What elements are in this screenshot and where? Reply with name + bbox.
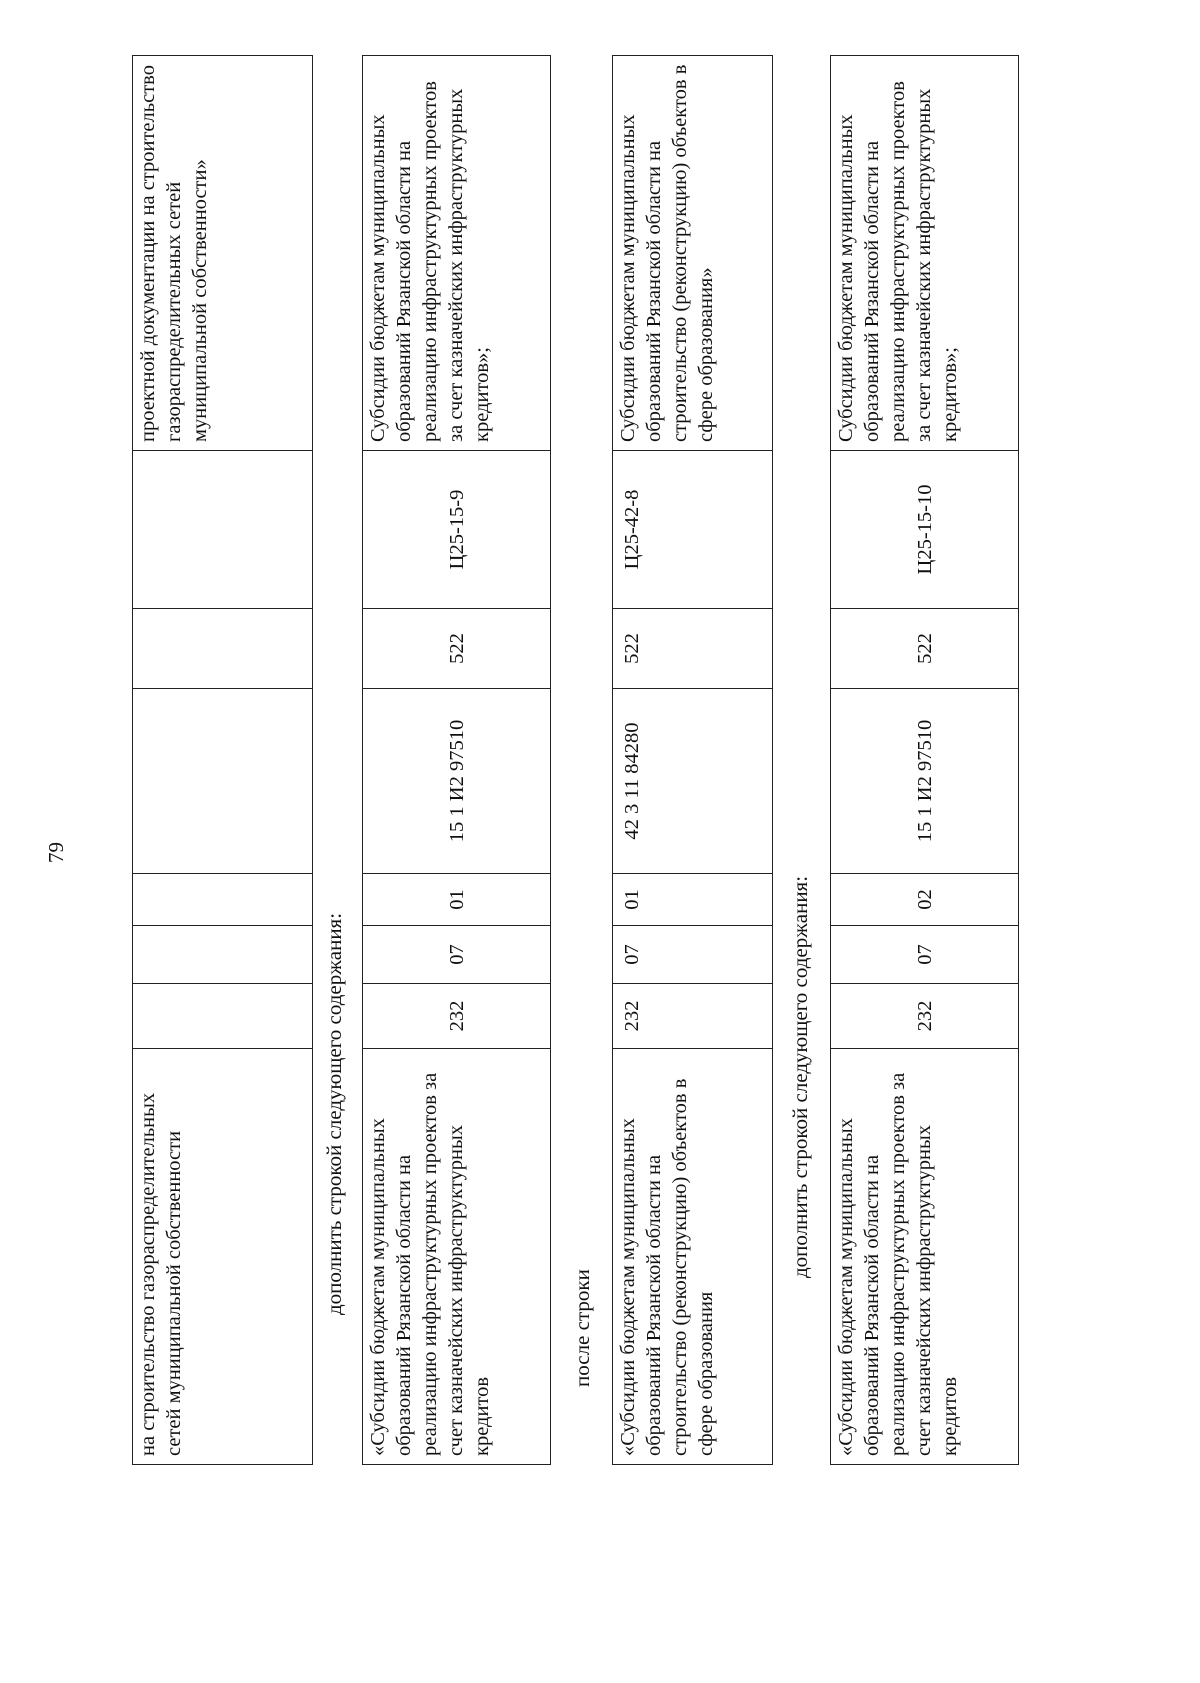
section-code-cell: 07	[363, 926, 551, 984]
budget-table-1	[132, 55, 313, 1465]
subsection-code-cell: 02	[831, 874, 1019, 926]
expense-name-cell: «Субсидии бюджетам муниципальных образований Рязанской области на реализацию инфраструктурных проектов за счет казначейских инфраструктурных кредитов	[363, 1049, 551, 1465]
table-row	[613, 56, 773, 1465]
target-article-cell: 42 3 11 84280	[613, 689, 773, 874]
expense-name-cell: «Субсидии бюджетам муниципальных образований Рязанской области на реализацию инфраструктурных проектов за счет казначейских инфраструктурных кредитов	[831, 1049, 1019, 1465]
grbs-code-cell	[133, 984, 313, 1049]
subsection-code-cell	[133, 874, 313, 926]
instruction-text: дополнить строкой следующего содержания:	[322, 912, 346, 1315]
table-row	[133, 56, 313, 1465]
section-code-cell	[133, 926, 313, 984]
purpose-description-cell: Субсидии бюджетам муниципальных образований Рязанской области на реализацию инфраструктурных проектов за счет казначейских инфраструктурных кредитов»;	[831, 56, 1019, 451]
expense-type-cell	[133, 609, 313, 689]
budget-table-4	[830, 55, 1019, 1465]
purpose-code-cell: Ц25-15-10	[831, 451, 1019, 609]
table-row	[831, 56, 1019, 1465]
subsection-code-cell: 01	[363, 874, 551, 926]
grbs-code-cell: 232	[613, 984, 773, 1049]
expense-name-cell: на строительство газораспределительных сетей муниципальной собственности	[133, 1049, 313, 1465]
purpose-code-cell	[133, 451, 313, 609]
section-code-cell: 07	[613, 926, 773, 984]
budget-table-3	[612, 55, 773, 1465]
table-row	[363, 56, 551, 1465]
budget-table-2	[362, 55, 551, 1465]
purpose-code-cell: Ц25-42-8	[613, 451, 773, 609]
section-code-cell: 07	[831, 926, 1019, 984]
target-article-cell	[133, 689, 313, 874]
instruction-text: после строки	[570, 1269, 594, 1387]
grbs-code-cell: 232	[363, 984, 551, 1049]
expense-type-cell: 522	[613, 609, 773, 689]
expense-type-cell: 522	[363, 609, 551, 689]
subsection-code-cell: 01	[613, 874, 773, 926]
expense-type-cell: 522	[831, 609, 1019, 689]
purpose-code-cell: Ц25-15-9	[363, 451, 551, 609]
target-article-cell: 15 1 И2 97510	[363, 689, 551, 874]
target-article-cell: 15 1 И2 97510	[831, 689, 1019, 874]
instruction-text: дополнить строкой следующего содержания:	[788, 875, 812, 1278]
purpose-description-cell: Субсидии бюджетам муниципальных образований Рязанской области на реализацию инфраструктурных проектов за счет казначейских инфраструктурных кредитов»;	[363, 56, 551, 451]
purpose-description-cell: Субсидии бюджетам муниципальных образований Рязанской области на строительство (реконструкцию) объектов в сфере образования»	[613, 56, 773, 451]
grbs-code-cell: 232	[831, 984, 1019, 1049]
expense-name-cell: «Субсидии бюджетам муниципальных образований Рязанской области на строительство (реконструкцию) объектов в сфере образования	[613, 1049, 773, 1465]
page-number: 79	[44, 842, 68, 863]
purpose-description-cell: проектной документации на строительство газораспределительных сетей муниципальной собственности»	[133, 56, 313, 451]
